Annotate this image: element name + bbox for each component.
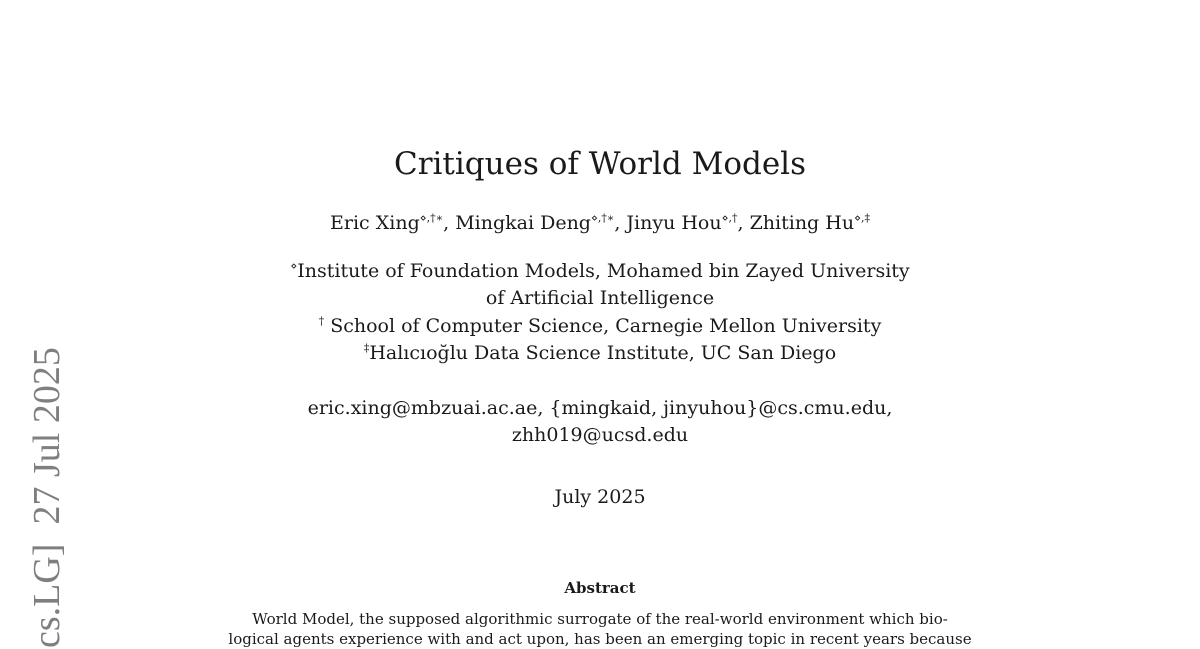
author-marks: ⋄,†∗	[590, 211, 615, 225]
arxiv-category: cs.LG]	[26, 543, 68, 648]
author-name: Mingkai Deng	[455, 212, 591, 234]
paper-title: Critiques of World Models	[393, 146, 806, 182]
author-marks: ⋄,‡	[854, 211, 870, 225]
email-line: zhh019@ucsd.edu	[511, 424, 689, 446]
author-list: Eric Xing⋄,†∗, Mingkai Deng⋄,†∗, Jinyu Hou⋄,†, Zhiting Hu⋄,‡	[330, 211, 870, 234]
affiliation-text: of Artificial Intelligence	[485, 287, 715, 309]
abstract-line: logical agents experience with and act upon, has been an emerging topic in recent years because	[228, 630, 972, 648]
affiliation-mark: †	[318, 314, 325, 328]
author-marks: ⋄,†∗	[419, 211, 444, 225]
author-name: Eric Xing	[330, 212, 420, 234]
affiliation-text: Halıcıoğlu Data Science Institute, UC San Diego	[369, 342, 837, 364]
paper-date: July 2025	[554, 486, 646, 508]
affiliation-line	[0, 313, 1200, 340]
affiliation-text: School of Computer Science, Carnegie Mellon University	[324, 315, 882, 337]
author-marks: ⋄,†	[721, 211, 738, 225]
affiliation-mark: ⋄	[290, 259, 298, 273]
author-name: Jinyu Hou	[626, 212, 722, 234]
affiliation-line	[0, 285, 1200, 312]
affiliation-text: Institute of Foundation Models, Mohamed bin Zayed University	[297, 260, 910, 282]
arxiv-date: 27 Jul 2025	[26, 347, 68, 525]
affiliation-line	[0, 340, 1200, 367]
abstract-line: World Model, the supposed algorithmic surrogate of the real-world environment which bio-	[252, 610, 948, 628]
abstract-heading: Abstract	[564, 579, 636, 597]
affiliation-line	[0, 258, 1200, 285]
affiliation-mark: ‡	[363, 341, 370, 355]
email-line: eric.xing@mbzuai.ac.ae, {mingkaid, jinyuhou}@cs.cmu.edu,	[307, 397, 893, 419]
author-name: Zhiting Hu	[749, 212, 855, 234]
